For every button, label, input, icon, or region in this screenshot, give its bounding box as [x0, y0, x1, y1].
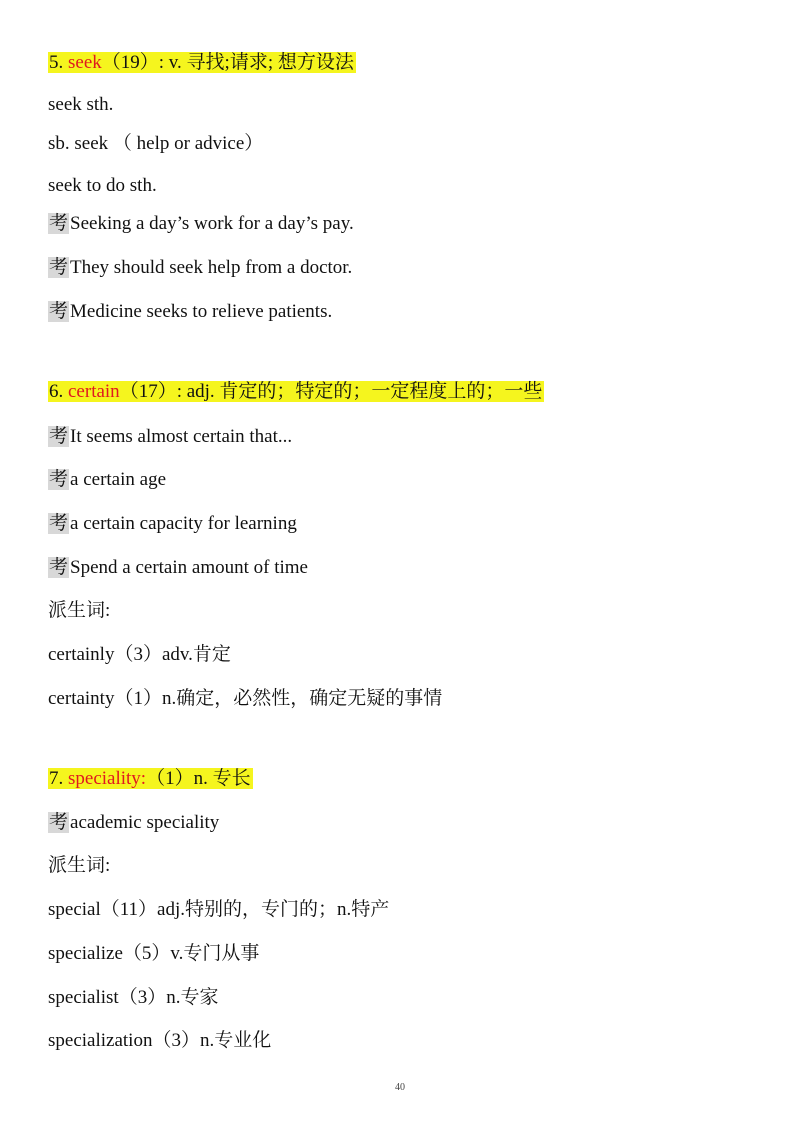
exam-example-line [48, 511, 297, 537]
exam-tag: 考 [49, 557, 69, 578]
entry-number: 7. [49, 768, 68, 789]
usage-line: seek to do sth. [48, 175, 157, 196]
exam-example-line [48, 255, 352, 281]
exam-example-line [48, 467, 166, 493]
headword: speciality: [68, 768, 147, 789]
example-text: academic speciality [70, 812, 220, 833]
derivative-line: specialist（3）n.专家 [48, 987, 219, 1008]
entry-7-heading [48, 766, 253, 792]
exam-tag: 考 [49, 469, 69, 490]
example-text: Seeking a day’s work for a day’s pay. [70, 213, 354, 234]
heading-highlight [48, 52, 356, 73]
derivatives-label: 派生词: [48, 855, 111, 876]
exam-tag: 考 [49, 257, 69, 278]
entry-number: 6. [49, 381, 68, 402]
example-text: Medicine seeks to relieve patients. [70, 301, 333, 322]
exam-example-line [48, 424, 292, 450]
exam-example-line [48, 299, 332, 325]
exam-tag: 考 [49, 426, 69, 447]
page-number: 40 [395, 1082, 405, 1093]
exam-example-line [48, 810, 219, 836]
example-text: It seems almost certain that... [70, 426, 293, 447]
derivatives-label: 派生词: [48, 600, 111, 621]
derivative-line: specialization（3）n.专业化 [48, 1030, 272, 1051]
exam-tag: 考 [49, 213, 69, 234]
entry-6-heading [48, 379, 544, 405]
headword-definition: （1）n. 专长 [146, 768, 251, 789]
exam-tag: 考 [49, 513, 69, 534]
heading-highlight [48, 768, 253, 789]
exam-tag: 考 [49, 301, 69, 322]
derivative-line: certainty（1）n.确定，必然性，确定无疑的事情 [48, 688, 443, 709]
example-text: a certain age [70, 469, 166, 490]
usage-line: sb. seek （ help or advice） [48, 133, 264, 154]
entry-number: 5. [49, 52, 68, 73]
derivative-line: special（11）adj.特别的，专门的；n.特产 [48, 899, 390, 920]
derivative-line: specialize（5）v.专门从事 [48, 943, 260, 964]
headword-definition: （17）: adj. 肯定的；特定的；一定程度上的；一些 [119, 381, 543, 402]
headword: seek [68, 52, 102, 73]
heading-highlight [48, 381, 544, 402]
usage-line: seek sth. [48, 94, 114, 115]
headword-definition: （19）: v. 寻找;请求; 想方设法 [101, 52, 354, 73]
headword: certain [68, 381, 120, 402]
exam-example-line [48, 555, 308, 581]
exam-example-line [48, 211, 354, 237]
example-text: They should seek help from a doctor. [70, 257, 353, 278]
example-text: Spend a certain amount of time [70, 557, 308, 578]
example-text: a certain capacity for learning [70, 513, 297, 534]
derivative-line: certainly（3）adv.肯定 [48, 644, 231, 665]
entry-5-heading [48, 50, 356, 76]
exam-tag: 考 [49, 812, 69, 833]
